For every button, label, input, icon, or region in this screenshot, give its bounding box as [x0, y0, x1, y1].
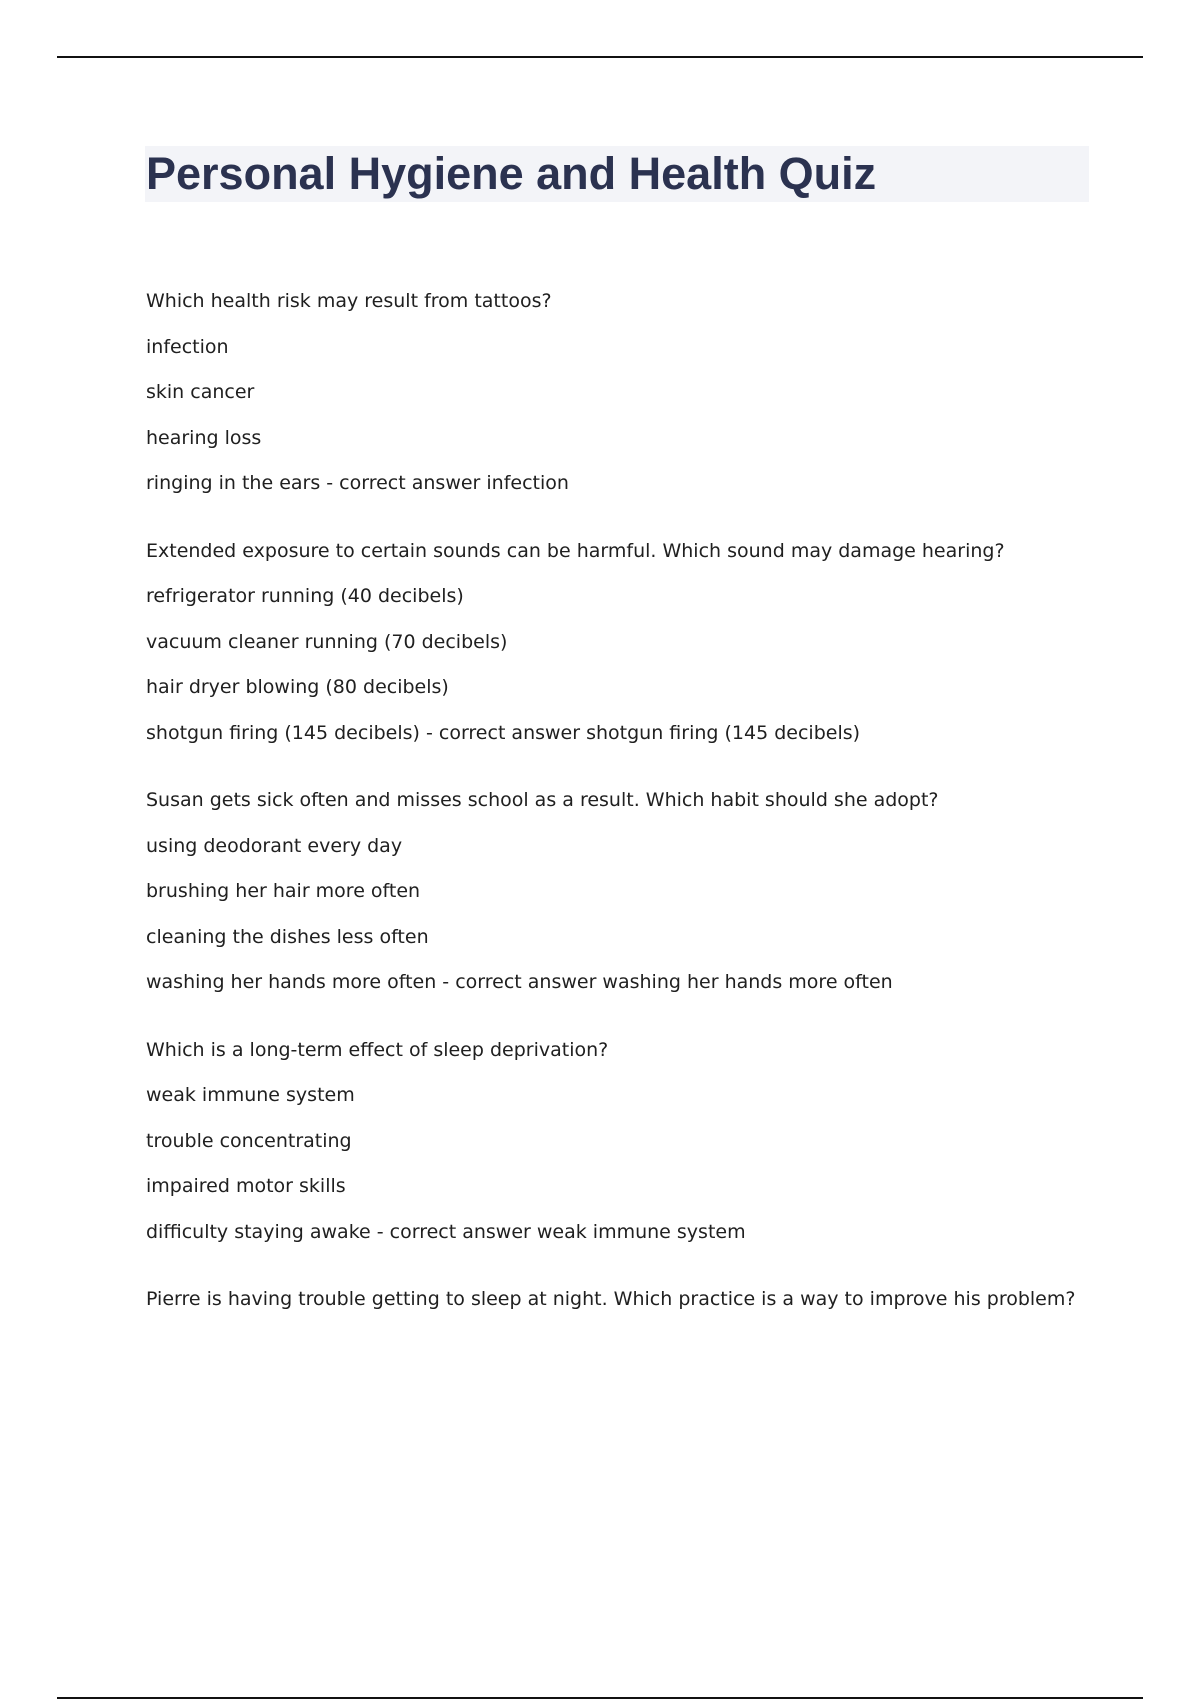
answer-option: refrigerator running (40 decibels) — [146, 585, 464, 607]
answer-option: skin cancer — [146, 381, 255, 403]
answer-option-with-correct-answer: washing her hands more often - correct answer washing her hands more often — [146, 971, 893, 993]
answer-option: hair dryer blowing (80 decibels) — [146, 676, 449, 698]
question-block — [146, 789, 1106, 993]
question-text: Susan gets sick often and misses school as a result. Which habit should she adopt? — [146, 789, 939, 811]
question-text: Extended exposure to certain sounds can be harmful. Which sound may damage hearing? — [146, 539, 1005, 562]
answer-option: hearing loss — [146, 426, 262, 449]
answer-option: vacuum cleaner running (70 decibels) — [146, 630, 508, 653]
bottom-rule — [57, 1697, 1143, 1699]
question-text: Which is a long-term effect of sleep deprivation? — [146, 1038, 609, 1061]
question-block — [146, 1039, 1106, 1243]
answer-option-with-correct-answer: difficulty staying awake - correct answer weak immune system — [146, 1220, 746, 1243]
question-text: Pierre is having trouble getting to sleep at night. Which practice is a way to improve his problem? — [146, 1288, 1076, 1310]
answer-option-with-correct-answer: ringing in the ears - correct answer infection — [146, 472, 569, 494]
answer-option: infection — [146, 335, 229, 358]
question-text: Which health risk may result from tattoos? — [146, 290, 552, 312]
top-rule — [57, 56, 1143, 58]
answer-option-with-correct-answer: shotgun firing (145 decibels) - correct answer shotgun firing (145 decibels) — [146, 721, 861, 744]
question-block — [146, 1288, 1106, 1310]
question-block — [146, 540, 1106, 744]
answer-option: brushing her hair more often — [146, 880, 421, 902]
answer-option: weak immune system — [146, 1084, 355, 1106]
answer-option: trouble concentrating — [146, 1129, 352, 1152]
answer-option: cleaning the dishes less often — [146, 925, 429, 948]
quiz-content — [146, 290, 1106, 1356]
answer-option: impaired motor skills — [146, 1175, 346, 1197]
page-title: Personal Hygiene and Health Quiz — [146, 148, 877, 199]
answer-option: using deodorant every day — [146, 834, 403, 857]
question-block — [146, 290, 1106, 494]
